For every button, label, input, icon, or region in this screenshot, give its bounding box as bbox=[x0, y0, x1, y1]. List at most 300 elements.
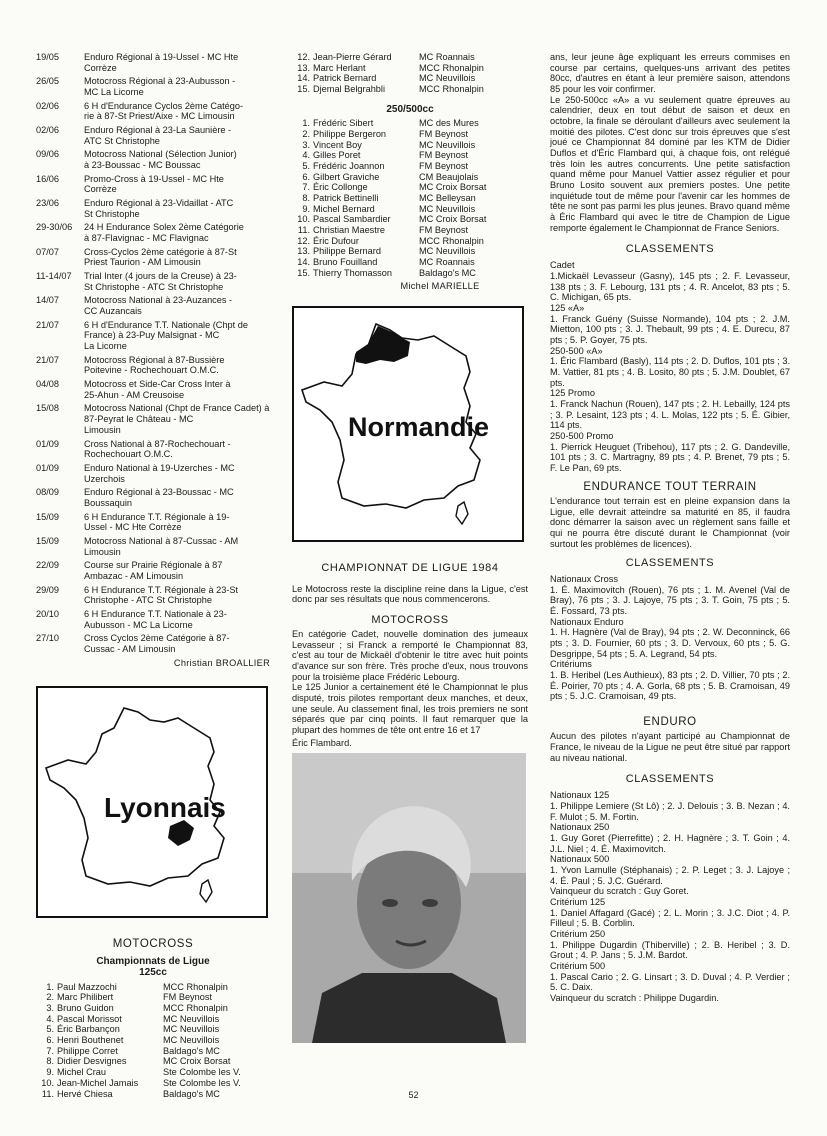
calendar-date: 23/06 bbox=[36, 198, 59, 209]
calendar-row bbox=[36, 222, 270, 243]
calendar-event-line-1: Motocross National (Sélection Junior) bbox=[84, 149, 237, 160]
author-signature: Christian BROALLIER bbox=[173, 657, 270, 668]
rank-position: 8. bbox=[46, 1056, 54, 1067]
calendar-event-line-1: Motocross et Side-Car Cross Inter à bbox=[84, 379, 231, 390]
calendar-event bbox=[84, 463, 270, 484]
ranking-row bbox=[292, 73, 528, 84]
calendar-row bbox=[36, 355, 270, 376]
article-paragraph-250: Le 250-500cc «A» a vu seulement quatre épreuves au calendrier, deux en tout début de saison et deux en octobre, la finale se déroulant d'ailleurs avec seulement la moitié des pilotes. C'est donc sur trois épreuves que s'est joué ce Championnat 84 dominé par les KTM de Didier Duflos et d'Éric Flambard qui, à chaque fois, ont relégué très loin les autres concurrents. Une petite satisfaction quand même pour Manuel Vattier assez régulier et pour Bruno Losito souvent aux premiers postes. Une petite inquiétude tout de même pour l'avenir car les hommes de tête ne sont pas parmi les plus jeunes. Bravo quand même à Éric Flambard qui avec le titre de Champion de Ligue remporte également le Championnat de France Seniors. bbox=[550, 94, 790, 233]
rider-name: Frédéric Joannon bbox=[313, 160, 385, 171]
club-name: MC Croix Borsat bbox=[419, 182, 487, 193]
column-middle bbox=[292, 52, 528, 1043]
rank-position: 7. bbox=[46, 1045, 54, 1056]
calendar-date: 29/09 bbox=[36, 584, 59, 595]
calendar-event-line-1: Motocross National à 87-Cussac - AM bbox=[84, 535, 239, 546]
calendar-date: 19/05 bbox=[36, 52, 59, 62]
classement-line: 125 Promo bbox=[550, 388, 595, 399]
rank-position: 3. bbox=[46, 1003, 54, 1014]
ranking-row bbox=[36, 1003, 270, 1014]
club-name: FM Beynost bbox=[419, 150, 469, 161]
club-name: MC Croix Borsat bbox=[419, 214, 487, 225]
rider-name: Pascal Sambardier bbox=[313, 214, 391, 225]
classement-line: 1. Guy Goret (Pierrefitte) ; 2. H. Hagnère ; 3. T. Goin ; 4. J.L. Niel ; 4. É. Maximovitch. bbox=[550, 832, 790, 854]
club-name: MC Neuvillois bbox=[419, 246, 476, 257]
club-name: FM Beynost bbox=[419, 225, 469, 235]
calendar-date: 29-30/06 bbox=[36, 222, 73, 233]
classement-line: Nationaux 250 bbox=[550, 822, 610, 833]
classements-list-1 bbox=[550, 260, 790, 473]
calendar-event bbox=[84, 379, 270, 400]
rider-name: Henri Bouthenet bbox=[57, 1035, 124, 1046]
calendar-date: 15/09 bbox=[36, 511, 59, 522]
calendar-date: 07/07 bbox=[36, 246, 59, 257]
club-name: Ste Colombe les V. bbox=[163, 1077, 241, 1088]
calendar-event bbox=[84, 125, 270, 146]
photo-caption: Éric Flambard. bbox=[292, 737, 352, 748]
classement-line: 1.Mickaël Levasseur (Gasny), 145 pts ; 2. F. Levasseur, 138 pts ; 3. F. Lebourg, 131 pts ; 4. R. Ancelot, 83 pts ; 5. C. Michigan, 65 pts. bbox=[550, 270, 790, 303]
calendar-event-line-2: Corrèze bbox=[84, 62, 117, 73]
classement-line: 1. É. Maximovitch (Rouen), 76 pts ; 1. M. Avenel (Val de Bray), 76 pts ; 3. J. Lajoye, 75 pts ; 3. T. Goin, 75 pts ; 5. É. Fossard, 73 pts. bbox=[550, 584, 790, 617]
class-250-heading: 250/500cc bbox=[386, 103, 434, 115]
calendar-event-line-2: 25-Ahun - AM Creusoise bbox=[84, 389, 185, 400]
rider-name: Éric Collonge bbox=[313, 182, 368, 193]
column-left bbox=[36, 52, 270, 1099]
ranking-row bbox=[36, 1067, 270, 1078]
calendar-event-line-2: Poitevine - Rochechouart O.M.C. bbox=[84, 365, 219, 376]
rank-position: 12. bbox=[297, 235, 310, 246]
calendar-event-line-2: Christophe - ATC St Christophe bbox=[84, 595, 212, 606]
club-name: MC Neuvillois bbox=[163, 1035, 220, 1046]
rider-name: Éric Barbançon bbox=[57, 1024, 120, 1035]
rider-name: Hervé Chiesa bbox=[57, 1088, 113, 1099]
calendar-date: 09/06 bbox=[36, 149, 59, 160]
rank-position: 2. bbox=[302, 128, 310, 139]
club-name: MC Roannais bbox=[419, 257, 475, 268]
calendar-event-line-1: 6 H Endurance T.T. Régionale à 19- bbox=[84, 511, 230, 522]
rank-position: 7. bbox=[302, 182, 310, 193]
club-name: MC Neuvillois bbox=[419, 139, 476, 150]
rider-name: Marc Herlant bbox=[313, 62, 366, 73]
club-name: FM Beynost bbox=[163, 992, 213, 1003]
rank-position: 6. bbox=[46, 1035, 54, 1046]
ranking-row bbox=[292, 52, 528, 63]
calendar-row bbox=[36, 101, 270, 122]
calendar-date: 11-14/07 bbox=[36, 271, 72, 282]
classement-line: 1. H. Hagnère (Val de Bray), 94 pts ; 2. W. Deconninck, 66 pts ; 3. D. Fournier, 60 pts ; 3. D. Vervoux, 60 pts ; 5. G. Desgrippe, 54 pts ; 5. A. Legrand, 54 pts. bbox=[550, 627, 790, 659]
calendar-row bbox=[36, 271, 270, 292]
map-normandie bbox=[292, 306, 524, 542]
rider-name: Patrick Bettinelli bbox=[313, 192, 379, 203]
club-name: FM Beynost bbox=[419, 128, 469, 139]
calendar-row bbox=[36, 52, 270, 73]
calendar-event bbox=[84, 355, 270, 376]
rank-position: 6. bbox=[302, 171, 310, 182]
calendar-date: 14/07 bbox=[36, 295, 59, 306]
classement-line: Nationaux 125 bbox=[550, 790, 610, 801]
rank-position: 15. bbox=[297, 84, 310, 95]
calendar-event bbox=[84, 247, 270, 268]
classement-line: 1. Pierrick Heuguet (Tribehou), 117 pts ; 2. G. Dandeville, 101 pts ; 3. C. Martragny, 89 pts ; 4. P. Brenet, 79 pts ; 5. F. Le Pan, 69 pts. bbox=[550, 441, 790, 473]
rank-position: 1. bbox=[302, 118, 310, 129]
calendar-event-line-1: Motocross National à 23-Auzances - bbox=[84, 295, 233, 306]
calendar-event bbox=[84, 295, 270, 316]
ranking-row bbox=[292, 172, 528, 183]
calendar-date: 02/06 bbox=[36, 100, 59, 111]
calendar-event-line-1: Enduro Régional à 23-La Saunière - bbox=[84, 125, 232, 136]
club-name: MCC Rhonalpin bbox=[163, 1003, 228, 1014]
club-name: FM Beynost bbox=[419, 160, 469, 171]
club-name: MC Neuvillois bbox=[163, 1024, 220, 1035]
calendar-event-line-1: Trial Inter (4 jours de la Creuse) à 23- bbox=[84, 271, 237, 282]
ranking-row bbox=[292, 246, 528, 257]
calendar-event-line-1: 6 H d'Endurance T.T. Nationale (Chpt de France) à 23-Puy Malsignat - MC bbox=[84, 319, 248, 341]
calendar-date: 16/06 bbox=[36, 173, 59, 184]
rider-name: Bruno Guidon bbox=[57, 1003, 114, 1014]
calendar-event-line-1: Motocross Régional à 23-Aubusson - bbox=[84, 76, 236, 87]
map-label-normandie: Normandie bbox=[348, 412, 490, 443]
calendar-event bbox=[84, 585, 270, 606]
class-125-heading: 125cc bbox=[139, 967, 167, 979]
calendar-event bbox=[84, 536, 270, 557]
calendar-row bbox=[36, 439, 270, 460]
classement-line: 1. Franck Nachun (Rouen), 147 pts ; 2. H. Lebailly, 124 pts ; 3. P. Lesaint, 123 pts ; 4. L. Molas, 122 pts ; 5. É. Gibier, 114 pts. bbox=[550, 398, 790, 431]
calendar-row bbox=[36, 633, 270, 654]
page-number: 52 bbox=[408, 1090, 419, 1100]
endurance-text: L'endurance tout terrain est en pleine expansion dans la Ligue, elle devrait atteindre sa maturité en 85, il faudra donc démarrer la saison avec un règlement sans faille et qui ne pourra être discuté durant le Championnat (voir surtout les problèmes de licences). bbox=[550, 495, 790, 549]
classement-line: Nationaux 500 bbox=[550, 854, 610, 865]
rider-name: Philippe Bergeron bbox=[313, 128, 387, 139]
event-calendar bbox=[36, 52, 270, 655]
classement-line: 1. Yvon Lamulle (Stéphanais) ; 2. P. Leget ; 3. J. Lajoye ; 4. É. Paul ; 5. J.C. Guérard. bbox=[550, 864, 790, 886]
classement-line: 1. Pascal Cario ; 2. G. Linsart ; 3. D. Duval ; 4. P. Verdier ; 5. C. Daix. bbox=[550, 971, 790, 993]
rider-name: Pascal Morissot bbox=[57, 1013, 122, 1024]
calendar-event-line-2: Rochechouart O.M.C. bbox=[84, 449, 173, 460]
championnats-subheading: Championnats de Ligue bbox=[96, 955, 210, 967]
calendar-row bbox=[36, 403, 270, 435]
rider-name: Paul Mazzochi bbox=[57, 981, 117, 992]
rank-position: 4. bbox=[46, 1013, 54, 1024]
calendar-event bbox=[84, 198, 270, 219]
classement-line: 250-500 «A» bbox=[550, 345, 603, 356]
calendar-event bbox=[84, 609, 270, 630]
club-name: Baldago's MC bbox=[163, 1045, 220, 1056]
classement-line: 1. Philippe Dugardin (Thiberville) ; 2. B. Heribel ; 3. D. Grout ; 4. P. Jans ; 5. J.M. Bardot. bbox=[550, 939, 790, 961]
club-name: Baldago's MC bbox=[419, 267, 476, 278]
calendar-event bbox=[84, 439, 270, 460]
calendar-event-line-1: Cross-Cyclos 2ème catégorie à 87-St bbox=[84, 246, 237, 257]
ranking-row bbox=[292, 84, 528, 95]
calendar-event-line-2: Ussel - MC Hte Corrèze bbox=[84, 522, 182, 533]
calendar-event-line-1: Enduro Régional à 23-Boussac - MC bbox=[84, 487, 234, 498]
calendar-date: 21/07 bbox=[36, 354, 59, 365]
classements-list-2 bbox=[550, 574, 790, 702]
ranking-row bbox=[36, 982, 270, 993]
ranking-row bbox=[292, 236, 528, 247]
classement-line: 250-500 Promo bbox=[550, 430, 614, 441]
rank-position: 11. bbox=[297, 225, 310, 235]
calendar-row bbox=[36, 76, 270, 97]
ranking-row bbox=[292, 140, 528, 151]
article-continuation: ans, leur jeune âge expliquant les erreurs commises en course par certains, quelques-uns arrivant des petites 80cc, d'autres en étant à leur première saison, attendons 85 pour les voir confirmer. bbox=[550, 52, 790, 95]
calendar-event bbox=[84, 52, 270, 73]
calendar-event bbox=[84, 101, 270, 122]
club-name: Ste Colombe les V. bbox=[163, 1067, 241, 1078]
map-label-lyonnais: Lyonnais bbox=[104, 792, 226, 824]
ranking-row bbox=[292, 193, 528, 204]
calendar-event bbox=[84, 487, 270, 508]
map-lyonnais bbox=[36, 686, 268, 918]
rank-position: 3. bbox=[302, 139, 310, 150]
rider-name: Patrick Bernard bbox=[313, 73, 377, 84]
rank-position: 11. bbox=[41, 1088, 54, 1099]
ranking-row bbox=[292, 63, 528, 74]
classement-line: Cadet bbox=[550, 260, 575, 271]
calendar-event-line-1: Motocross National (Chpt de France Cadet) à 87-Peyrat le Château - MC bbox=[84, 403, 270, 425]
calendar-event-line-2: Cussac - AM Limousin bbox=[84, 643, 176, 654]
calendar-event-line-1: 6 H Endurance T.T. Nationale à 23- bbox=[84, 608, 227, 619]
calendar-event-line-2: Aubusson - MC La Licorne bbox=[84, 619, 193, 630]
calendar-event bbox=[84, 149, 270, 170]
club-name: CM Beaujolais bbox=[419, 171, 479, 182]
classement-line: Critérium 125 bbox=[550, 896, 606, 907]
classement-line: Nationaux Enduro bbox=[550, 616, 624, 627]
calendar-row bbox=[36, 379, 270, 400]
rider-name: Thierry Thomasson bbox=[313, 267, 392, 278]
club-name: MCC Rhonalpin bbox=[419, 84, 484, 95]
rank-position: 12. bbox=[297, 52, 310, 62]
calendar-event-line-2: MC La Licorne bbox=[84, 87, 144, 98]
classement-line: 1. Daniel Affagard (Gacé) ; 2. L. Morin ; 3. J.C. Diot ; 4. P. Filleul ; 5. B. Corblin. bbox=[550, 907, 790, 929]
calendar-date: 15/09 bbox=[36, 535, 59, 546]
rider-name: Frédéric Sibert bbox=[313, 118, 374, 129]
calendar-date: 01/09 bbox=[36, 438, 59, 449]
rider-name: Marc Philibert bbox=[57, 992, 114, 1003]
calendar-row bbox=[36, 320, 270, 352]
rank-position: 9. bbox=[302, 203, 310, 214]
rank-position: 9. bbox=[46, 1067, 54, 1078]
calendar-date: 04/08 bbox=[36, 379, 59, 390]
calendar-date: 08/09 bbox=[36, 487, 59, 498]
classement-line: Critériums bbox=[550, 659, 592, 670]
rider-name: Djemal Belgrahbli bbox=[313, 84, 386, 95]
calendar-date: 21/07 bbox=[36, 319, 59, 330]
calendar-row bbox=[36, 149, 270, 170]
calendar-date: 27/10 bbox=[36, 633, 59, 644]
ranking-125-continued bbox=[292, 52, 528, 95]
calendar-event-line-2: à 87-Flavignac - MC Flavignac bbox=[84, 233, 209, 244]
calendar-date: 20/10 bbox=[36, 608, 59, 619]
calendar-event bbox=[84, 403, 270, 435]
calendar-event-line-2: à 23-Boussac - MC Boussac bbox=[84, 160, 201, 171]
rank-position: 2. bbox=[46, 992, 54, 1003]
motocross-heading: MOTOCROSS bbox=[112, 938, 194, 951]
rider-name: Bruno Fouilland bbox=[313, 257, 378, 268]
classements-heading-2: CLASSEMENTS bbox=[625, 557, 715, 570]
rank-position: 14. bbox=[297, 257, 310, 268]
rank-position: 14. bbox=[297, 73, 310, 84]
calendar-date: 15/08 bbox=[36, 403, 59, 414]
classement-line: 1. Philippe Lemiere (St Lô) ; 2. J. Delouis ; 3. B. Nezan ; 4. F. Mulot ; 5. M. Fortin. bbox=[550, 800, 790, 822]
calendar-row bbox=[36, 609, 270, 630]
calendar-row bbox=[36, 463, 270, 484]
ranking-row bbox=[36, 1078, 270, 1089]
classement-line: 1. Éric Flambard (Basly), 114 pts ; 2. D. Duflos, 101 pts ; 3. M. Vattier, 81 pts ; 4. B. Losito, 80 pts ; 5. J.M. Doublet, 67 pts. bbox=[550, 356, 790, 388]
ranking-row bbox=[292, 257, 528, 268]
calendar-event-line-2: Uzerchois bbox=[84, 473, 125, 484]
ranking-row bbox=[292, 204, 528, 215]
rank-position: 13. bbox=[297, 62, 310, 73]
rider-name: Didier Desvignes bbox=[57, 1056, 127, 1067]
rider-name: Michel Crau bbox=[57, 1067, 107, 1078]
rank-position: 13. bbox=[297, 246, 310, 257]
calendar-row bbox=[36, 295, 270, 316]
calendar-row bbox=[36, 560, 270, 581]
classements-heading-1: CLASSEMENTS bbox=[625, 243, 715, 256]
calendar-event-line-2: Corrèze bbox=[84, 184, 117, 195]
calendar-event-line-1: Enduro Régional à 23-Vidaillat - ATC bbox=[84, 198, 234, 209]
calendar-event-line-1: 24 H Endurance Solex 2ème Catégorie bbox=[84, 222, 244, 233]
club-name: MC des Mures bbox=[419, 118, 479, 129]
classement-line: Critérium 500 bbox=[550, 960, 606, 971]
calendar-event-line-1: 6 H Endurance T.T. Régionale à 23-St bbox=[84, 584, 239, 595]
rider-name: Gilbert Graviche bbox=[313, 171, 380, 182]
rider-name: Philippe Corret bbox=[57, 1045, 118, 1056]
ranking-row bbox=[292, 268, 528, 279]
calendar-event-line-2: Priest Taurion - AM Limousin bbox=[84, 257, 201, 268]
author-signature-2: Michel MARIELLE bbox=[400, 281, 480, 292]
calendar-row bbox=[36, 512, 270, 533]
classements-heading-3: CLASSEMENTS bbox=[625, 773, 715, 786]
calendar-row bbox=[36, 536, 270, 557]
endurance-heading: ENDURANCE TOUT TERRAIN bbox=[583, 480, 757, 493]
club-name: MC Belleysan bbox=[419, 192, 476, 203]
club-name: MC Croix Borsat bbox=[163, 1056, 231, 1067]
club-name: MC Roannais bbox=[419, 52, 475, 62]
ranking-row bbox=[292, 182, 528, 193]
calendar-event bbox=[84, 76, 270, 97]
calendar-event-line-1: Enduro National à 19-Uzerches - MC bbox=[84, 462, 235, 473]
rank-position: 4. bbox=[302, 150, 310, 161]
ranking-row bbox=[36, 1014, 270, 1025]
calendar-event-line-1: Motocross Régional à 87-Bussière bbox=[84, 354, 225, 365]
calendar-date: 01/09 bbox=[36, 462, 59, 473]
ranking-250 bbox=[292, 118, 528, 278]
club-name: MC Neuvillois bbox=[419, 203, 476, 214]
ranking-row bbox=[292, 214, 528, 225]
calendar-event-line-1: Enduro Régional à 19-Ussel - MC Hte bbox=[84, 52, 239, 62]
calendar-date: 02/06 bbox=[36, 125, 59, 136]
rider-name: Philippe Bernard bbox=[313, 246, 381, 257]
rider-name: Jean-Pierre Gérard bbox=[313, 52, 392, 62]
classement-line: 125 «A» bbox=[550, 302, 585, 313]
calendar-event-line-2: rie à 87-St Priest/Aixe - MC Limousin bbox=[84, 111, 235, 122]
calendar-row bbox=[36, 174, 270, 195]
calendar-event-line-2: St Christophe bbox=[84, 208, 140, 219]
ranking-row bbox=[36, 1035, 270, 1046]
classement-line: Nationaux Cross bbox=[550, 574, 618, 585]
motocross-heading-2: MOTOCROSS bbox=[371, 614, 449, 627]
calendar-event bbox=[84, 320, 270, 352]
classements-list-3 bbox=[550, 790, 790, 1003]
ranking-row bbox=[292, 150, 528, 161]
photo-eric-flambard bbox=[292, 753, 526, 1043]
calendar-date: 22/09 bbox=[36, 560, 59, 571]
rider-name: Michel Bernard bbox=[313, 203, 375, 214]
classement-line: 1. B. Heribel (Les Authieux), 83 pts ; 2. D. Villier, 70 pts ; 2. É. Poirier, 70 pts ; 4. A. Gorla, 68 pts ; 5. B. Cramoisan, 49 pts ; 5. J.C. Cramoisan, 49 pts. bbox=[550, 670, 790, 702]
calendar-event bbox=[84, 633, 270, 654]
classement-line: Critérium 250 bbox=[550, 928, 606, 939]
rider-name: Vincent Boy bbox=[313, 139, 362, 150]
ranking-row bbox=[36, 992, 270, 1003]
calendar-event bbox=[84, 174, 270, 195]
calendar-event-line-2: CC Auzancais bbox=[84, 306, 142, 317]
calendar-event-line-2: Boussaquin bbox=[84, 497, 133, 508]
enduro-heading: ENDURO bbox=[643, 716, 697, 729]
club-name: MCC Rhonalpin bbox=[419, 235, 484, 246]
calendar-row bbox=[36, 125, 270, 146]
calendar-date: 26/05 bbox=[36, 76, 59, 87]
club-name: MC Neuvillois bbox=[419, 73, 476, 84]
rider-name: Christian Maestre bbox=[313, 225, 385, 235]
rank-position: 15. bbox=[297, 267, 310, 278]
club-name: Baldago's MC bbox=[163, 1088, 220, 1099]
club-name: MCC Rhonalpin bbox=[163, 981, 228, 992]
club-name: MCC Rhonalpin bbox=[419, 62, 484, 73]
calendar-event-line-1: Promo-Cross à 19-Ussel - MC Hte bbox=[84, 173, 224, 184]
calendar-event-line-2: La Licorne bbox=[84, 341, 127, 352]
rider-name: Jean-Michel Jamais bbox=[57, 1077, 139, 1088]
rider-name: Gilles Poret bbox=[313, 150, 361, 161]
classement-line: Vainqueur du scratch : Philippe Dugardin. bbox=[550, 992, 719, 1003]
calendar-row bbox=[36, 585, 270, 606]
championnat-intro: Le Motocross reste la discipline reine dans la Ligue, c'est donc par ses résultats que nous commencerons. bbox=[292, 583, 528, 605]
calendar-event-line-1: Cross Cyclos 2ème Catégorie à 87- bbox=[84, 633, 230, 644]
motocross-paragraph-2: Le 125 Junior a certainement été le Championnat le plus disputé, trois pilotes remportant deux manches, et deux, une seule. Au classement final, les trois premiers ne sont séparés que par cinq points. Il faut remarquer que la plupart des hommes de tête ont entre 16 et 17 bbox=[292, 682, 528, 735]
ranking-row bbox=[36, 1046, 270, 1057]
motocross-paragraph-1: En catégorie Cadet, nouvelle domination des jumeaux Levasseur ; si Franck a remporté le Championnat 83, c'est au tour de Mickaël d'obtenir le titre avec huit points d'avance sur son frère. Très proche d'eux, nous trouvons pour la troisième place Frédéric Lebourg. bbox=[292, 628, 528, 682]
calendar-event bbox=[84, 512, 270, 533]
column-right bbox=[550, 52, 790, 1004]
calendar-row bbox=[36, 247, 270, 268]
classement-line: 1. Franck Guény (Suisse Normande), 104 pts ; 2. J.M. Mietton, 100 pts ; 3. J. Thebault, 99 pts ; 4. E. Durecu, 87 pts ; 5. P. Goyer, 75 pts. bbox=[550, 313, 790, 345]
portrait-icon bbox=[292, 753, 526, 1043]
ranking-row bbox=[36, 1024, 270, 1035]
ranking-row bbox=[292, 225, 528, 236]
calendar-row bbox=[36, 198, 270, 219]
rank-position: 8. bbox=[302, 192, 310, 203]
calendar-event-line-1: Cross National à 87-Rochechouart - bbox=[84, 438, 231, 449]
calendar-event-line-1: Course sur Prairie Régionale à 87 bbox=[84, 560, 223, 571]
calendar-event bbox=[84, 271, 270, 292]
rank-position: 10. bbox=[297, 214, 310, 225]
calendar-event-line-2: Limousin bbox=[84, 546, 121, 557]
calendar-event-line-2: Limousin bbox=[84, 424, 121, 435]
championnat-heading: CHAMPIONNAT DE LIGUE 1984 bbox=[321, 562, 499, 575]
rank-position: 5. bbox=[302, 160, 310, 171]
calendar-event bbox=[84, 560, 270, 581]
rider-name: Éric Dufour bbox=[313, 235, 359, 246]
rank-position: 1. bbox=[46, 981, 54, 992]
calendar-row bbox=[36, 487, 270, 508]
ranking-row bbox=[292, 161, 528, 172]
enduro-text: Aucun des pilotes n'ayant participé au Championnat de France, le niveau de la Ligue ne peut être situé par rapport au niveau national. bbox=[550, 731, 790, 763]
ranking-row bbox=[36, 1056, 270, 1067]
rank-position: 5. bbox=[46, 1024, 54, 1035]
calendar-event-line-2: St Christophe - ATC St Christophe bbox=[84, 281, 224, 292]
ranking-row bbox=[292, 129, 528, 140]
ranking-125 bbox=[36, 982, 270, 1099]
calendar-event-line-2: ATC St Christophe bbox=[84, 135, 160, 146]
